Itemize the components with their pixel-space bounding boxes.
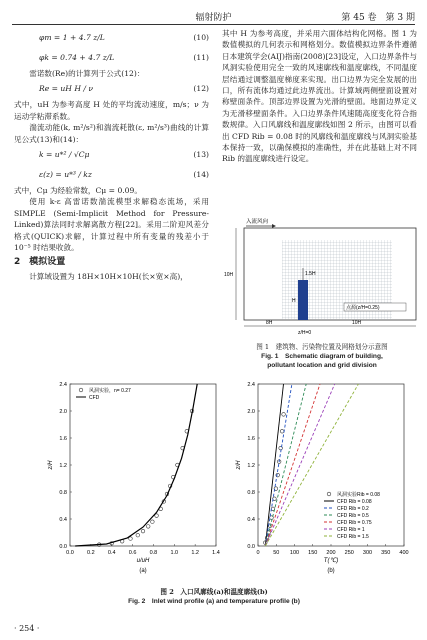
legend-label: CFD Rib = 1.5 [337, 534, 369, 540]
figure-2-caption [14, 588, 414, 606]
series-line [265, 384, 283, 546]
fig1-caption-en-2: pollutant location and grid division [267, 362, 377, 369]
figure-2a-chart [44, 378, 224, 584]
fig2-caption-en: Fig. 2 Inlet wind profile (a) and temperature profile (b) [128, 598, 300, 605]
figure-2b-chart [232, 378, 412, 584]
x-tick-label: 0.6 [128, 550, 137, 556]
x-tick-label: 300 [362, 550, 373, 556]
left-column [14, 28, 209, 282]
y-tick-label: 0.4 [247, 517, 255, 523]
y-tick-label: 2.4 [59, 382, 67, 388]
page-number: · 254 · [14, 624, 40, 633]
x-tick-label: 0.8 [149, 550, 158, 556]
eq14-formula: ε(z) = u*³ / kz [39, 170, 92, 180]
eq11-number: (11) [193, 53, 209, 62]
legend-label: CFD Rib = 0.2 [337, 506, 369, 512]
legend-label: CFD [89, 395, 100, 401]
eq13-formula: k = u*² / √Cμ [39, 150, 90, 160]
eq14-number: (14) [193, 170, 209, 180]
data-point [151, 520, 155, 524]
series-line [265, 384, 320, 546]
x-tick-label: 350 [381, 550, 391, 556]
y-tick-label: 0.8 [59, 490, 67, 496]
legend-marker [79, 388, 83, 392]
x-tick-label: 1.2 [191, 550, 199, 556]
figure-1-domain [222, 218, 422, 338]
legend-label: CFD Rib = 0.5 [337, 513, 369, 519]
y-tick-label: 2.0 [59, 409, 67, 415]
y-tick-label: 1.6 [59, 436, 67, 442]
right-column [222, 28, 417, 165]
x-tick-label: 0.4 [107, 550, 116, 556]
x-axis-label: T(℃) [323, 558, 339, 564]
x-tick-label: 1.4 [212, 550, 220, 556]
equation-14 [14, 165, 209, 185]
x-tick-label: 250 [344, 550, 354, 556]
equation-11 [14, 48, 209, 68]
figure-1-caption [222, 343, 422, 370]
x-tick-label: 0 [256, 550, 260, 556]
fig1-caption-cn: 图 1 建筑物、污染物位置及网格划分示意图 [256, 343, 388, 351]
x-tick-label: 200 [326, 550, 336, 556]
data-point [141, 529, 145, 533]
eq12-formula: Re = uH H / ν [39, 84, 93, 94]
equation-10 [14, 28, 209, 48]
journal-title: 辐射防护 [195, 13, 232, 23]
legend-label: 风洞实验Rib = 0.08 [337, 492, 380, 498]
equation-13 [14, 145, 209, 165]
fig2-caption-cn: 图 2 入口风廓线(a)和温度廓线(b) [160, 588, 268, 596]
legend-label: CFD Rib = 0.75 [337, 520, 372, 526]
fig1-caption-en-1: Fig. 1 Schematic diagram of building, [261, 353, 383, 360]
paragraph: 计算域设置为 18H×10H×10H(长×宽×高)， [29, 271, 188, 281]
eq10-formula: φm = 1 + 4.7 z/L [39, 33, 105, 42]
y-tick-label: 1.6 [247, 436, 255, 442]
building-height-label: H [292, 298, 296, 304]
legend-label: 风洞实验，n= 0.27 [89, 388, 131, 394]
paragraph: 式中，Cμ 为经验常数，Cμ = 0.09。 [14, 186, 142, 196]
panel-label: (b) [327, 568, 335, 574]
series-line [265, 384, 292, 546]
series-line [265, 384, 306, 546]
legend-label: CFD Rib = 0.08 [337, 499, 372, 505]
paragraph: 湍流动能(k, m²/s²)和湍流耗散(ε, m²/s³)曲线的计算见公式(13)和(14)： [14, 123, 209, 144]
y-tick-label: 0.0 [59, 544, 67, 550]
running-header [12, 8, 415, 24]
y-axis-label: z/H [236, 460, 242, 470]
paragraph: 式中，uH 为参考高度 H 处的平均流动速度，m/s；ν 为运动学粘滞系数。 [14, 100, 209, 121]
y-tick-label: 0.0 [247, 544, 255, 550]
stack-height-label: 1.5H [305, 271, 316, 277]
x-tick-label: 100 [289, 550, 300, 556]
ground-label: z/H=0 [298, 330, 312, 336]
x-tick-label: 400 [399, 550, 409, 556]
paragraph: 雷诺数(Re)的计算列于公式(12)： [29, 69, 145, 78]
x-axis-label: u/uH [136, 558, 150, 564]
x-tick-label: 50 [273, 550, 280, 556]
arrow-head [272, 224, 276, 228]
x-tick-label: 0.0 [66, 550, 74, 556]
issue-label: 第 45 卷 第 3 期 [341, 13, 415, 23]
upstream-length-label: 8H [266, 320, 273, 326]
paragraph: 其中 H 为参考高度，并采用六面体结构化网格。图 1 为数值模拟的几何表示和网格划分。数值模拟边界条件遵循日本建筑学会(AIJ)指南(2008)[23]设定，入口边界条件与风洞实验使用完全一致的风速廓线和温度廓线，不同温度层结通过调整温度梯度来实现。出口边界为完全发展的出口，所有流体均通过此边界流出。计算域两侧壁面设置对称壁面条件。顶部边界设置为光滑的壁面。地面边界定义为无滑移壁面条件。入口边界条件风速随高度变化符合指数规律。入口风廓线和温度廓线如图 2 所示，由图可以看出 CFD Rib = 0.08 时的风廓线和温度廓线与风洞实验基本保持一致，以确保模拟的准确性，并在此基础上对不同 Rib 的温度廓线进行设定。 [222, 29, 417, 164]
series-line [75, 384, 197, 546]
data-point [136, 533, 140, 537]
y-tick-label: 0.4 [59, 517, 67, 523]
section-heading: 2 模拟设置 [14, 257, 66, 268]
paragraph: 使用 k-ε 高雷诺数湍流模型求解稳态流场，采用 SIMPLE (Semi-Implicit Method for Pressure-Linked)算法同时求解离散方程[22]。采用二阶迎风差分格式(QUICK)求解，计算过程中所有变量的残差小于 10⁻⁵ 时结果收敛。 [14, 197, 209, 253]
legend-marker [327, 492, 331, 496]
data-point [282, 413, 286, 417]
panel-label: (a) [139, 568, 147, 574]
height-dim-label: 10H [224, 272, 234, 278]
x-tick-label: 0.2 [87, 550, 95, 556]
data-point [146, 525, 150, 529]
y-axis-label: z/H [48, 460, 54, 470]
legend-label: CFD Rib = 1 [337, 527, 365, 533]
eq13-number: (13) [193, 150, 209, 160]
y-tick-label: 2.4 [247, 382, 255, 388]
y-tick-label: 1.2 [59, 463, 67, 469]
header-rule [12, 24, 415, 25]
x-tick-label: 150 [308, 550, 318, 556]
building [298, 280, 308, 320]
data-point [280, 429, 284, 433]
y-tick-label: 2.0 [247, 409, 255, 415]
eq12-number: (12) [193, 84, 209, 94]
y-tick-label: 1.2 [247, 463, 255, 469]
x-tick-label: 1.0 [170, 550, 179, 556]
downstream-length-label: 10H [352, 320, 362, 326]
eq10-number: (10) [193, 33, 209, 42]
source-label: 点源(z/H=0.25) [346, 305, 380, 311]
eq11-formula: φk = 0.74 + 4.7 z/L [39, 53, 115, 62]
inlet-label: 入流风向 [246, 219, 269, 225]
equation-12 [14, 79, 209, 99]
plot-frame [70, 384, 216, 546]
y-tick-label: 0.8 [247, 490, 255, 496]
